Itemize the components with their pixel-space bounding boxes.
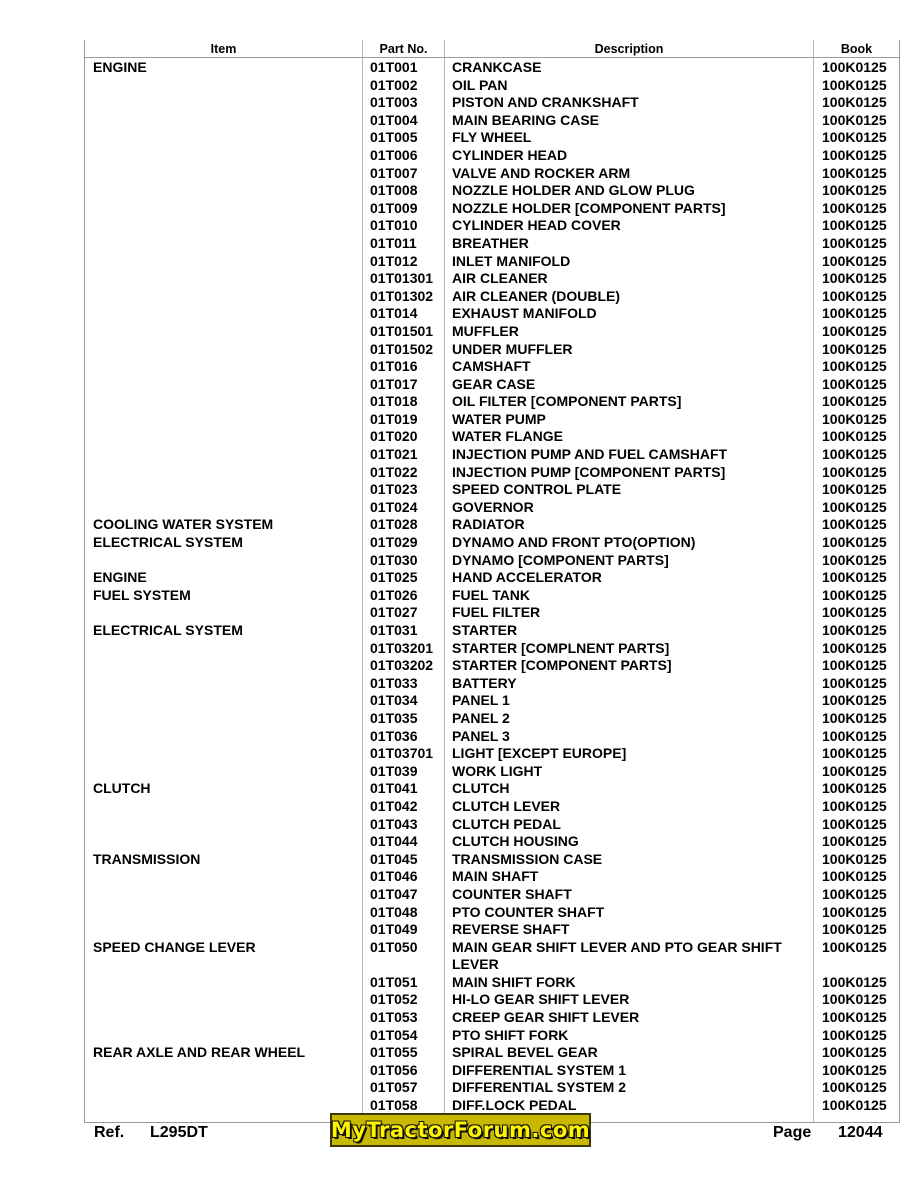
book-cell: 100K0125 bbox=[822, 903, 887, 920]
book-cell: 100K0125 bbox=[822, 938, 887, 955]
part-no-cell: 01T01301 bbox=[370, 270, 434, 287]
table-row bbox=[85, 868, 899, 886]
description-cell: CLUTCH PEDAL bbox=[452, 815, 561, 832]
description-cell: SPEED CONTROL PLATE bbox=[452, 481, 622, 498]
part-no-cell: 01T041 bbox=[370, 780, 418, 797]
table-row bbox=[85, 886, 899, 904]
part-no-cell: 01T026 bbox=[370, 586, 418, 603]
book-cell: 100K0125 bbox=[822, 428, 887, 445]
table-row bbox=[85, 851, 899, 869]
part-no-cell: 01T042 bbox=[370, 797, 418, 814]
part-no-cell: 01T043 bbox=[370, 815, 418, 832]
description-cell: UNDER MUFFLER bbox=[452, 340, 573, 357]
part-no-cell: 01T036 bbox=[370, 727, 418, 744]
item-cell: ELECTRICAL SYSTEM bbox=[93, 534, 243, 551]
table-row bbox=[85, 640, 899, 658]
part-no-cell: 01T012 bbox=[370, 252, 418, 269]
table-row bbox=[85, 552, 899, 570]
part-no-cell: 01T048 bbox=[370, 903, 418, 920]
table-row bbox=[85, 516, 899, 534]
description-cell: STARTER bbox=[452, 622, 518, 638]
table-row bbox=[85, 569, 899, 587]
book-cell: 100K0125 bbox=[822, 885, 887, 902]
part-no-cell: 01T011 bbox=[370, 234, 417, 251]
table-row bbox=[85, 129, 899, 147]
table-row bbox=[85, 112, 899, 130]
table-row bbox=[85, 94, 899, 112]
part-no-cell: 01T018 bbox=[370, 393, 418, 410]
description-cell: STARTER [COMPLNENT PARTS] bbox=[452, 639, 670, 656]
table-row bbox=[85, 692, 899, 710]
part-no-cell: 01T03701 bbox=[370, 745, 434, 762]
book-cell: 100K0125 bbox=[822, 1026, 887, 1043]
description-cell: CYLINDER HEAD COVER bbox=[452, 217, 621, 234]
description-cell: GOVERNOR bbox=[452, 498, 534, 515]
parts-table bbox=[84, 40, 900, 1123]
description-cell: REVERSE SHAFT bbox=[452, 921, 570, 938]
footer-model: L295DT bbox=[150, 1124, 208, 1141]
table-row bbox=[85, 323, 899, 341]
book-cell: 100K0125 bbox=[822, 833, 887, 850]
description-cell: FUEL FILTER bbox=[452, 604, 541, 621]
book-cell: 100K0125 bbox=[822, 1097, 887, 1114]
book-cell: 100K0125 bbox=[822, 164, 887, 181]
description-cell: INJECTION PUMP [COMPONENT PARTS] bbox=[452, 463, 726, 480]
book-cell: 100K0125 bbox=[822, 1079, 887, 1096]
part-no-cell: 01T005 bbox=[370, 129, 418, 146]
table-row bbox=[85, 833, 899, 851]
book-cell: 100K0125 bbox=[822, 217, 887, 234]
description-cell: INLET MANIFOLD bbox=[452, 252, 571, 269]
book-cell: 100K0125 bbox=[822, 973, 887, 990]
description-cell: INJECTION PUMP AND FUEL CAMSHAFT bbox=[452, 446, 728, 463]
table-row bbox=[85, 464, 899, 482]
part-no-cell: 01T033 bbox=[370, 674, 418, 691]
part-no-cell: 01T03201 bbox=[370, 639, 434, 656]
table-row bbox=[85, 182, 899, 200]
part-no-cell: 01T014 bbox=[370, 305, 418, 322]
header-description: Description bbox=[594, 42, 664, 56]
description-cell: CLUTCH LEVER bbox=[452, 797, 561, 814]
table-row bbox=[85, 235, 899, 253]
description-cell: DIFFERENTIAL SYSTEM 1 bbox=[452, 1061, 626, 1078]
part-no-cell: 01T028 bbox=[370, 516, 418, 533]
table-row bbox=[85, 428, 899, 446]
table-row bbox=[85, 411, 899, 429]
header-item: Item bbox=[210, 42, 237, 56]
book-cell: 100K0125 bbox=[822, 516, 887, 533]
part-no-cell: 01T057 bbox=[370, 1079, 418, 1096]
table-row bbox=[85, 270, 899, 288]
table-row bbox=[85, 780, 899, 798]
table-row bbox=[85, 604, 899, 622]
description-cell: DIFF.LOCK PEDAL bbox=[452, 1097, 577, 1114]
part-no-cell: 01T045 bbox=[370, 850, 418, 867]
description-cell: PANEL 3 bbox=[452, 727, 510, 744]
footer-page-number: 12044 bbox=[838, 1124, 883, 1141]
table-body bbox=[85, 59, 899, 1115]
part-no-cell: 01T027 bbox=[370, 604, 418, 621]
book-cell: 100K0125 bbox=[822, 111, 887, 128]
table-row bbox=[85, 534, 899, 552]
book-cell: 100K0125 bbox=[822, 340, 887, 357]
description-cell: NOZZLE HOLDER AND GLOW PLUG bbox=[452, 182, 695, 199]
description-cell: PANEL 2 bbox=[452, 709, 510, 726]
part-no-cell: 01T007 bbox=[370, 164, 418, 181]
book-cell: 100K0125 bbox=[822, 322, 887, 339]
book-cell: 100K0125 bbox=[822, 270, 887, 287]
book-cell: 100K0125 bbox=[822, 252, 887, 269]
part-no-cell: 01T047 bbox=[370, 885, 418, 902]
book-cell: 100K0125 bbox=[822, 182, 887, 199]
table-row bbox=[85, 921, 899, 939]
description-cell: MAIN SHIFT FORK bbox=[452, 973, 576, 990]
table-row bbox=[85, 305, 899, 323]
table-row bbox=[85, 481, 899, 499]
description-cell: DYNAMO [COMPONENT PARTS] bbox=[452, 551, 669, 568]
item-cell: REAR AXLE AND REAR WHEEL bbox=[93, 1044, 306, 1061]
book-cell: 100K0125 bbox=[822, 762, 887, 779]
description-cell: NOZZLE HOLDER [COMPONENT PARTS] bbox=[452, 199, 726, 216]
description-cell: STARTER [COMPONENT PARTS] bbox=[452, 657, 672, 674]
part-no-cell: 01T034 bbox=[370, 692, 418, 709]
book-cell: 100K0125 bbox=[822, 797, 887, 814]
part-no-cell: 01T035 bbox=[370, 709, 418, 726]
table-row bbox=[85, 217, 899, 235]
part-no-cell: 01T002 bbox=[370, 76, 418, 93]
part-no-cell: 01T058 bbox=[370, 1097, 418, 1114]
table-row bbox=[85, 728, 899, 746]
book-cell: 100K0125 bbox=[822, 551, 887, 568]
book-cell: 100K0125 bbox=[822, 287, 887, 304]
header-rule bbox=[85, 57, 899, 58]
part-no-cell: 01T009 bbox=[370, 199, 418, 216]
description-cell: CLUTCH HOUSING bbox=[452, 833, 579, 850]
table-row bbox=[85, 1027, 899, 1045]
table-row bbox=[85, 446, 899, 464]
item-cell: ELECTRICAL SYSTEM bbox=[93, 622, 243, 638]
table-row bbox=[85, 147, 899, 165]
book-cell: 100K0125 bbox=[822, 1044, 887, 1061]
book-cell: 100K0125 bbox=[822, 657, 887, 674]
book-cell: 100K0125 bbox=[822, 393, 887, 410]
description-cell: CLUTCH bbox=[452, 780, 510, 797]
book-cell: 100K0125 bbox=[822, 745, 887, 762]
book-cell: 100K0125 bbox=[822, 59, 887, 75]
description-cell: VALVE AND ROCKER ARM bbox=[452, 164, 631, 181]
book-cell: 100K0125 bbox=[822, 446, 887, 463]
part-no-cell: 01T024 bbox=[370, 498, 418, 515]
part-no-cell: 01T004 bbox=[370, 111, 418, 128]
book-cell: 100K0125 bbox=[822, 727, 887, 744]
part-no-cell: 01T029 bbox=[370, 534, 418, 551]
part-no-cell: 01T01501 bbox=[370, 322, 434, 339]
book-cell: 100K0125 bbox=[822, 780, 887, 797]
book-cell: 100K0125 bbox=[822, 358, 887, 375]
book-cell: 100K0125 bbox=[822, 868, 887, 885]
part-no-cell: 01T006 bbox=[370, 146, 418, 163]
description-cell: GEAR CASE bbox=[452, 375, 536, 392]
part-no-cell: 01T053 bbox=[370, 1009, 418, 1026]
item-cell: SPEED CHANGE LEVER bbox=[93, 938, 256, 955]
book-cell: 100K0125 bbox=[822, 850, 887, 867]
description-cell: WATER PUMP bbox=[452, 410, 546, 427]
book-cell: 100K0125 bbox=[822, 569, 887, 586]
book-cell: 100K0125 bbox=[822, 94, 887, 111]
book-cell: 100K0125 bbox=[822, 129, 887, 146]
book-cell: 100K0125 bbox=[822, 692, 887, 709]
item-cell: TRANSMISSION bbox=[93, 850, 201, 867]
book-cell: 100K0125 bbox=[822, 639, 887, 656]
description-cell: CRANKCASE bbox=[452, 59, 542, 75]
book-cell: 100K0125 bbox=[822, 463, 887, 480]
book-cell: 100K0125 bbox=[822, 604, 887, 621]
book-cell: 100K0125 bbox=[822, 410, 887, 427]
book-cell: 100K0125 bbox=[822, 305, 887, 322]
description-cell: WORK LIGHT bbox=[452, 762, 543, 779]
description-cell: RADIATOR bbox=[452, 516, 525, 533]
header-part-no: Part No. bbox=[379, 42, 428, 56]
part-no-cell: 01T010 bbox=[370, 217, 418, 234]
book-cell: 100K0125 bbox=[822, 498, 887, 515]
description-cell: MUFFLER bbox=[452, 322, 519, 339]
part-no-cell: 01T039 bbox=[370, 762, 418, 779]
part-no-cell: 01T051 bbox=[370, 973, 418, 990]
description-cell: PTO COUNTER SHAFT bbox=[452, 903, 605, 920]
item-cell: ENGINE bbox=[93, 59, 147, 75]
table-row bbox=[85, 1044, 899, 1062]
description-cell: MAIN SHAFT bbox=[452, 868, 539, 885]
description-cell: BREATHER bbox=[452, 234, 529, 251]
table-row bbox=[85, 939, 899, 974]
table-row bbox=[85, 587, 899, 605]
description-cell: TRANSMISSION CASE bbox=[452, 850, 603, 867]
table-row bbox=[85, 59, 899, 77]
part-no-cell: 01T056 bbox=[370, 1061, 418, 1078]
item-cell: CLUTCH bbox=[93, 780, 151, 797]
description-cell: EXHAUST MANIFOLD bbox=[452, 305, 597, 322]
watermark-logo bbox=[330, 1113, 591, 1147]
part-no-cell: 01T050 bbox=[370, 938, 418, 955]
description-cell: SPIRAL BEVEL GEAR bbox=[452, 1044, 598, 1061]
description-cell: DIFFERENTIAL SYSTEM 2 bbox=[452, 1079, 626, 1096]
description-cell: MAIN GEAR SHIFT LEVER AND PTO GEAR SHIFT LEVER bbox=[452, 938, 782, 973]
table-row bbox=[85, 710, 899, 728]
part-no-cell: 01T003 bbox=[370, 94, 418, 111]
part-no-cell: 01T049 bbox=[370, 921, 418, 938]
book-cell: 100K0125 bbox=[822, 534, 887, 551]
table-row bbox=[85, 499, 899, 517]
table-row bbox=[85, 253, 899, 271]
book-cell: 100K0125 bbox=[822, 622, 887, 638]
description-cell: WATER FLANGE bbox=[452, 428, 563, 445]
footer-ref-label: Ref. bbox=[94, 1124, 125, 1141]
table-row bbox=[85, 763, 899, 781]
table-row bbox=[85, 991, 899, 1009]
description-cell: PANEL 1 bbox=[452, 692, 510, 709]
description-cell: COUNTER SHAFT bbox=[452, 885, 572, 902]
table-row bbox=[85, 393, 899, 411]
book-cell: 100K0125 bbox=[822, 921, 887, 938]
description-cell: PTO SHIFT FORK bbox=[452, 1026, 569, 1043]
part-no-cell: 01T022 bbox=[370, 463, 418, 480]
footer-page-label: Page bbox=[773, 1124, 812, 1141]
description-cell: CYLINDER HEAD bbox=[452, 146, 568, 163]
book-cell: 100K0125 bbox=[822, 586, 887, 603]
table-row bbox=[85, 974, 899, 992]
table-row bbox=[85, 288, 899, 306]
table-row bbox=[85, 745, 899, 763]
header-book: Book bbox=[840, 42, 873, 56]
book-cell: 100K0125 bbox=[822, 76, 887, 93]
description-cell: CREEP GEAR SHIFT LEVER bbox=[452, 1009, 640, 1026]
table-row bbox=[85, 1062, 899, 1080]
table-row bbox=[85, 1009, 899, 1027]
description-cell: PISTON AND CRANKSHAFT bbox=[452, 94, 639, 111]
item-cell: FUEL SYSTEM bbox=[93, 586, 191, 603]
book-cell: 100K0125 bbox=[822, 481, 887, 498]
part-no-cell: 01T01502 bbox=[370, 340, 434, 357]
book-cell: 100K0125 bbox=[822, 1061, 887, 1078]
book-cell: 100K0125 bbox=[822, 199, 887, 216]
part-no-cell: 01T025 bbox=[370, 569, 418, 586]
part-no-cell: 01T01302 bbox=[370, 287, 434, 304]
part-no-cell: 01T020 bbox=[370, 428, 418, 445]
part-no-cell: 01T030 bbox=[370, 551, 418, 568]
table-row bbox=[85, 657, 899, 675]
table-row bbox=[85, 622, 899, 640]
part-no-cell: 01T001 bbox=[370, 59, 418, 75]
table-row bbox=[85, 341, 899, 359]
item-cell: ENGINE bbox=[93, 569, 147, 586]
book-cell: 100K0125 bbox=[822, 991, 887, 1008]
table-row bbox=[85, 376, 899, 394]
description-cell: LIGHT [EXCEPT EUROPE] bbox=[452, 745, 627, 762]
book-cell: 100K0125 bbox=[822, 234, 887, 251]
description-cell: MAIN BEARING CASE bbox=[452, 111, 600, 128]
watermark-text: MyTractorForum.com bbox=[330, 1118, 591, 1142]
table-row bbox=[85, 1079, 899, 1097]
book-cell: 100K0125 bbox=[822, 146, 887, 163]
book-cell: 100K0125 bbox=[822, 815, 887, 832]
part-no-cell: 01T055 bbox=[370, 1044, 418, 1061]
description-cell: CAMSHAFT bbox=[452, 358, 531, 375]
description-cell: HAND ACCELERATOR bbox=[452, 569, 602, 586]
part-no-cell: 01T021 bbox=[370, 446, 418, 463]
part-no-cell: 01T023 bbox=[370, 481, 418, 498]
item-cell: COOLING WATER SYSTEM bbox=[93, 516, 274, 533]
part-no-cell: 01T054 bbox=[370, 1026, 418, 1043]
part-no-cell: 01T017 bbox=[370, 375, 418, 392]
table-row bbox=[85, 675, 899, 693]
description-cell: FUEL TANK bbox=[452, 586, 531, 603]
book-cell: 100K0125 bbox=[822, 375, 887, 392]
description-cell: OIL PAN bbox=[452, 76, 508, 93]
table-row bbox=[85, 798, 899, 816]
description-cell: BATTERY bbox=[452, 674, 517, 691]
part-no-cell: 01T016 bbox=[370, 358, 418, 375]
book-cell: 100K0125 bbox=[822, 674, 887, 691]
table-row bbox=[85, 77, 899, 95]
table-row bbox=[85, 1097, 899, 1115]
part-no-cell: 01T03202 bbox=[370, 657, 434, 674]
description-cell: AIR CLEANER (DOUBLE) bbox=[452, 287, 620, 304]
description-cell: HI-LO GEAR SHIFT LEVER bbox=[452, 991, 630, 1008]
part-no-cell: 01T044 bbox=[370, 833, 418, 850]
part-no-cell: 01T052 bbox=[370, 991, 418, 1008]
book-cell: 100K0125 bbox=[822, 709, 887, 726]
part-no-cell: 01T019 bbox=[370, 410, 418, 427]
description-cell: OIL FILTER [COMPONENT PARTS] bbox=[452, 393, 682, 410]
table-row bbox=[85, 358, 899, 376]
book-cell: 100K0125 bbox=[822, 1009, 887, 1026]
description-cell: DYNAMO AND FRONT PTO(OPTION) bbox=[452, 534, 696, 551]
description-cell: FLY WHEEL bbox=[452, 129, 532, 146]
part-no-cell: 01T031 bbox=[370, 622, 418, 638]
part-no-cell: 01T008 bbox=[370, 182, 418, 199]
part-no-cell: 01T046 bbox=[370, 868, 418, 885]
description-cell: AIR CLEANER bbox=[452, 270, 548, 287]
table-row bbox=[85, 904, 899, 922]
table-row bbox=[85, 165, 899, 183]
table-row bbox=[85, 200, 899, 218]
table-row bbox=[85, 816, 899, 834]
